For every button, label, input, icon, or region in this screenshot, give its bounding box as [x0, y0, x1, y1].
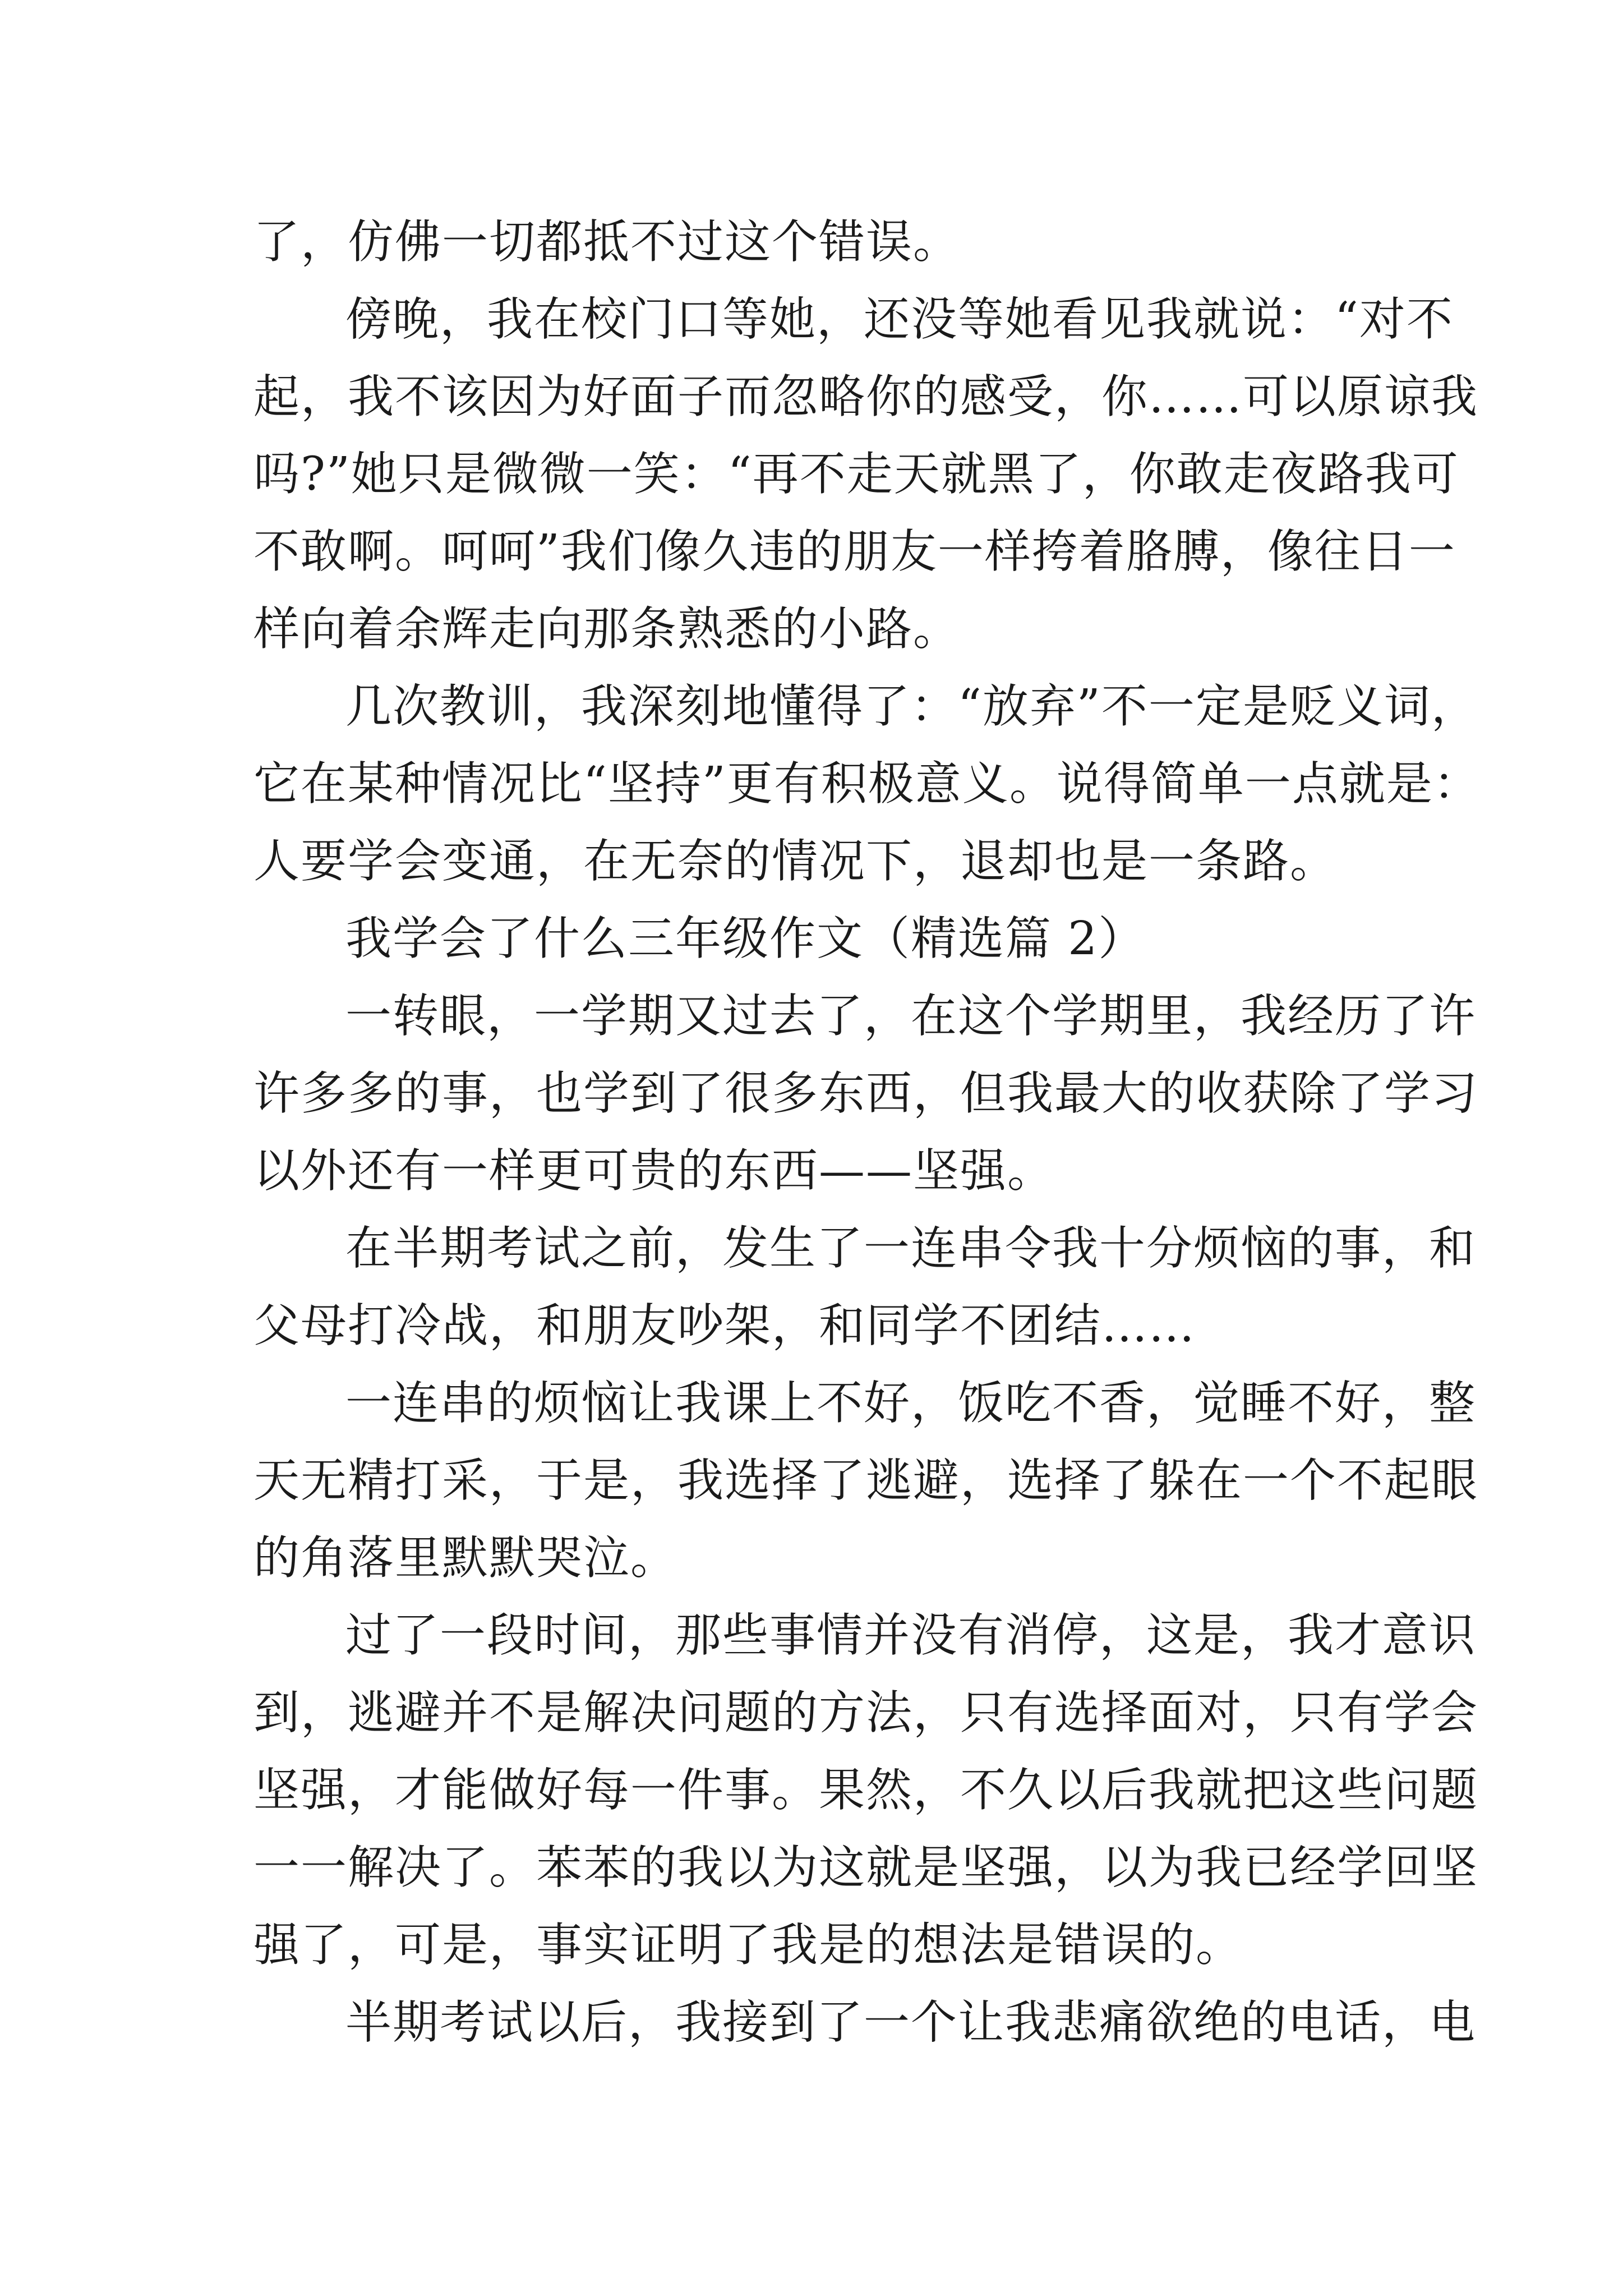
text-line-17: 天无精打采，于是，我选择了逃避，选择了躲在一个不起眼	[253, 1454, 1479, 1507]
text-line-12: 许多多的事，也学到了很多东西，但我最大的收获除了学习	[253, 1067, 1479, 1120]
text-line-2: 傍晚，我在校门口等她，还没等她看见我就说：“对不	[345, 293, 1454, 346]
text-line-23: 强了，可是，事实证明了我是的想法是错误的。	[253, 1918, 1243, 1972]
text-line-3: 起，我不该因为好面子而忽略你的感受，你……可以原谅我	[253, 370, 1479, 424]
text-line-11: 一转眼，一学期又过去了，在这个学期里，我经历了许	[345, 990, 1477, 1043]
text-line-22: 一一解决了。苯苯的我以为这就是坚强，以为我已经学回坚	[253, 1841, 1479, 1894]
text-line-18: 的角落里默默哭泣。	[253, 1531, 678, 1585]
text-line-8: 它在某种情况比“坚持”更有积极意义。说得简单一点就是：	[253, 757, 1481, 811]
text-line-4: 吗?”她只是微微一笑：“再不走天就黑了，你敢走夜路我可	[253, 448, 1459, 501]
text-line-15: 父母打冷战，和朋友吵架，和同学不团结……	[253, 1299, 1196, 1352]
text-line-19: 过了一段时间，那些事情并没有消停，这是，我才意识	[345, 1609, 1477, 1662]
text-line-13: 以外还有一样更可贵的东西——坚强。	[253, 1144, 1055, 1198]
text-line-16: 一连串的烦恼让我课上不好，饭吃不香，觉睡不好，整	[345, 1377, 1477, 1430]
text-line-20: 到，逃避并不是解决问题的方法，只有选择面对，只有学会	[253, 1686, 1479, 1740]
text-line-14: 在半期考试之前，发生了一连串令我十分烦恼的事，和	[345, 1222, 1477, 1275]
text-line-6: 样向着余辉走向那条熟悉的小路。	[253, 602, 961, 656]
text-line-9: 人要学会变通，在无奈的情况下，退却也是一条路。	[253, 835, 1338, 888]
section-heading: 我学会了什么三年级作文（精选篇 2）	[345, 912, 1146, 965]
text-line-24: 半期考试以后，我接到了一个让我悲痛欲绝的电话，电	[345, 1996, 1477, 2049]
document-body	[253, 204, 1481, 2062]
text-line-21: 坚强，才能做好每一件事。果然，不久以后我就把这些问题	[253, 1764, 1479, 1817]
text-line-7: 几次教训，我深刻地懂得了：“放弃”不一定是贬义词，	[345, 680, 1478, 733]
text-line-5: 不敢啊。呵呵”我们像久违的朋友一样挎着胳膊，像往日一	[253, 525, 1456, 578]
text-line-1: 了，仿佛一切都抵不过这个错误。	[253, 215, 961, 269]
